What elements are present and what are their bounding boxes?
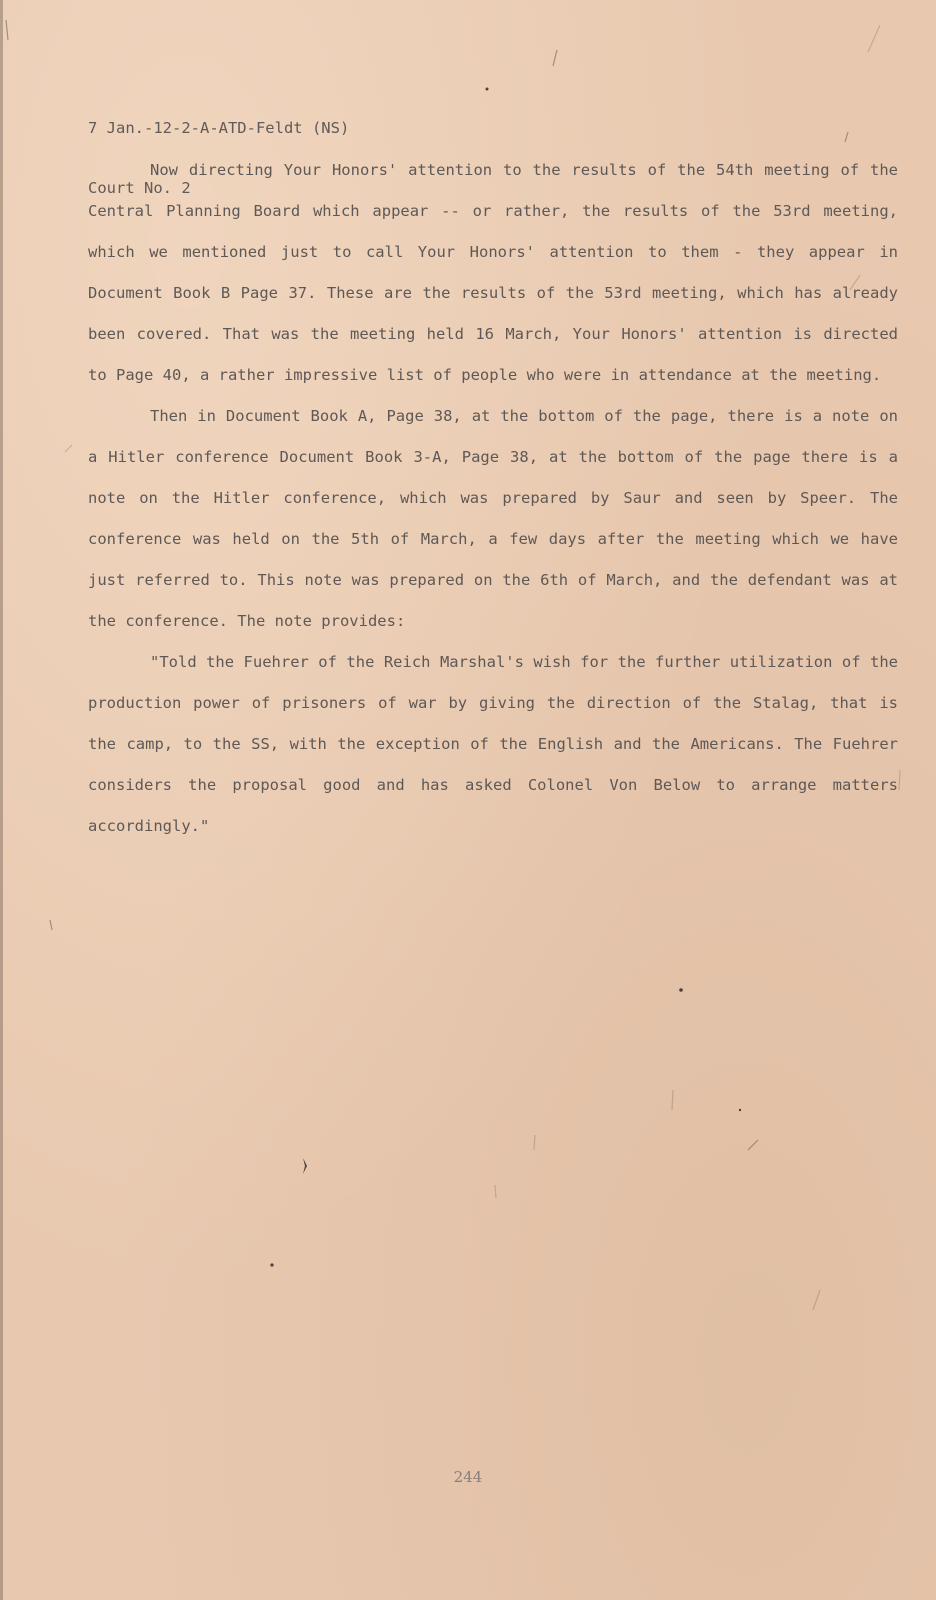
- transcript-body: [88, 150, 898, 847]
- page-number: 244: [453, 1468, 483, 1486]
- page-left-edge: [0, 0, 3, 1600]
- paragraph-1: Now directing Your Honors' attention to the results of the 54th meeting of the Central Planning Board which appear -- or rather, the results of the 53rd meeting, which we mentioned just to call Your Honors' attention to them - they appear in Document Book B Page 37. These are the results of the 53rd meeting, which has already been covered. That was the meeting held 16 March, Your Honors' attention is directed to Page 40, a rather impressive list of people who were in attendance at the meeting.: [88, 161, 898, 384]
- paragraph-2: Then in Document Book A, Page 38, at the bottom of the page, there is a note on a Hitler conference Document Book 3-A, Page 38, at the bottom of the page there is a note on the Hitler conference, which was prepared by Saur and seen by Speer. The conference was held on the 5th of March, a few days after the meeting which we have just referred to. This note was prepared on the 6th of March, and the defendant was at the conference. The note provides:: [88, 407, 898, 630]
- paragraph-3: "Told the Fuehrer of the Reich Marshal's wish for the further utilization of the production power of prisoners of war by giving the direction of the Stalag, that is the camp, to the SS, with the exception of the English and the Americans. The Fuehrer considers the proposal good and has asked Colonel Von Below to arrange matters accordingly.": [88, 653, 898, 835]
- header-court-line: Court No. 2: [88, 179, 191, 197]
- header-reference-line: 7 Jan.-12-2-A-ATD-Feldt (NS): [88, 119, 350, 137]
